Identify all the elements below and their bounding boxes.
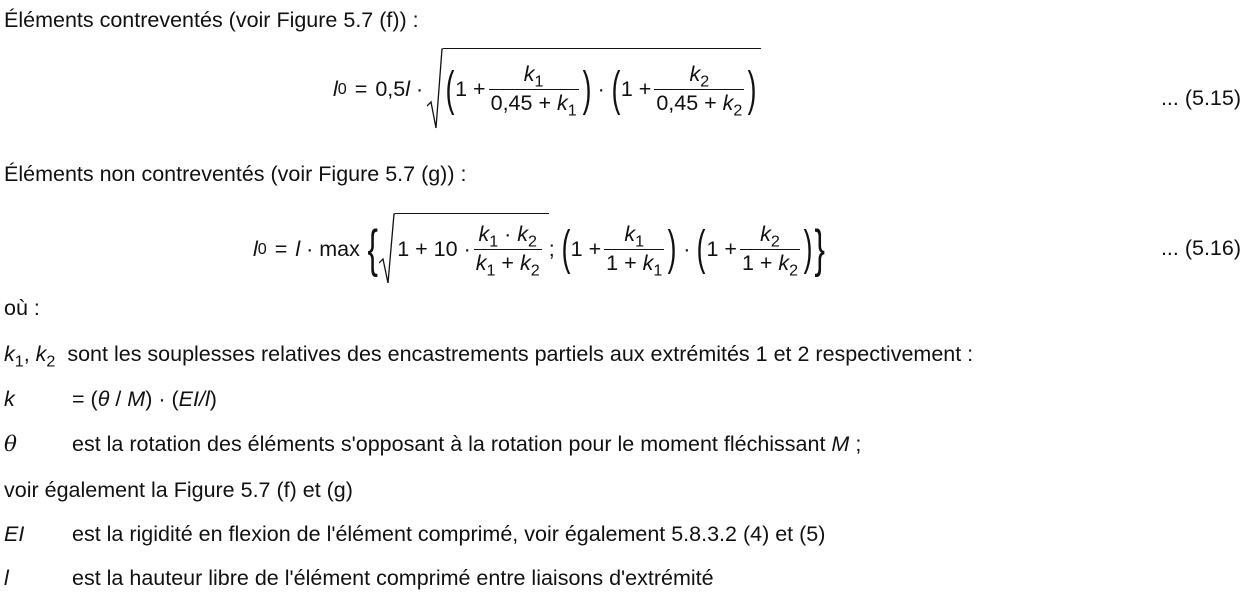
see-also: voir également la Figure 5.7 (f) et (g) — [4, 478, 353, 502]
definition-k1-k2: $k_1$, $k_2$ sont les souplesses relatives des encastrements partiels aux extrémités 1 et 2 respectivement : — [4, 342, 974, 371]
fraction-1: $\frac{k_1}{1 + k_1}$ — [606, 221, 663, 280]
one-plus: 1 + — [706, 236, 737, 261]
equation-5-16: l 0 = l · max { 1 + 10 · $\frac{k_1 \cdot k_2}{k_1 + k_2}$ ; ( 1 + $\frac{k_1}{1 + k_1}$ ) · ( 1 + $\frac{k_2}{1 + k_2}$ ) } — [253, 206, 826, 292]
equals: = — [274, 236, 288, 261]
fraction-2: $\frac{k_2}{0,45 + k_2}$ — [656, 62, 743, 120]
one-plus: 1 + — [620, 77, 652, 101]
one-plus-ten: 1 + 10 · — [397, 237, 471, 261]
radical-icon — [427, 48, 443, 130]
coef: 0,5 — [375, 76, 406, 101]
open-brace: { — [367, 220, 378, 278]
radical-icon — [379, 213, 395, 285]
equation-5-15: l 0 = 0,5 l · ( 1 + $\frac{k_1}{0,45 + k_1}$ ) · ( 1 + $\frac{k_2}{0,45 + k_2}$ ) — [333, 46, 761, 132]
intro-unbraced: Éléments non contreventés (voir Figure 5.7 (g)) : — [4, 162, 467, 186]
term: θ — [4, 432, 17, 457]
fraction-1: $\frac{k_1}{0,45 + k_1}$ — [490, 62, 577, 120]
semicolon: ; — [548, 236, 555, 261]
equals: = — [354, 76, 368, 101]
term: l — [4, 566, 9, 590]
dot: · — [415, 76, 424, 101]
intro-braced: Éléments contreventés (voir Figure 5.7 (f)) : — [4, 8, 419, 32]
definition-text: est la rigidité en flexion de l'élément comprimé, voir également 5.8.3.2 (4) et (5) — [72, 522, 826, 546]
l: l — [405, 76, 410, 101]
definition-text: sont les souplesses relatives des encastrements partiels aux extrémités 1 et 2 respectivement : — [67, 342, 974, 366]
max: max — [319, 236, 360, 261]
sqrt — [379, 213, 548, 285]
definition-text: est la hauteur libre de l'élément comprimé entre liaisons d'extrémité — [72, 566, 714, 590]
one-plus: 1 + — [455, 77, 486, 101]
equation-number-5-16: ... (5.16) — [1160, 236, 1241, 260]
close-brace: } — [814, 220, 826, 278]
term: EI — [4, 522, 25, 546]
l: l — [295, 236, 301, 261]
one-plus: 1 + — [570, 236, 602, 261]
lhs: l — [253, 236, 258, 261]
sqrt: ( 1 + $\frac{k_1}{0,45 + k_1}$ ) · ( 1 + $\frac{k_2}{0,45 + k_2}$ ) — [427, 48, 761, 130]
fraction-2: $\frac{k_2}{1 + k_2}$ — [741, 221, 799, 280]
fraction-k-product: $\frac{k_1 \cdot k_2}{k_1 + k_2}$ — [475, 222, 540, 280]
term: k — [4, 387, 15, 411]
where-label: où : — [4, 296, 40, 320]
equation-number-5-15: ... (5.15) — [1160, 86, 1241, 110]
lhs: l — [333, 76, 338, 101]
